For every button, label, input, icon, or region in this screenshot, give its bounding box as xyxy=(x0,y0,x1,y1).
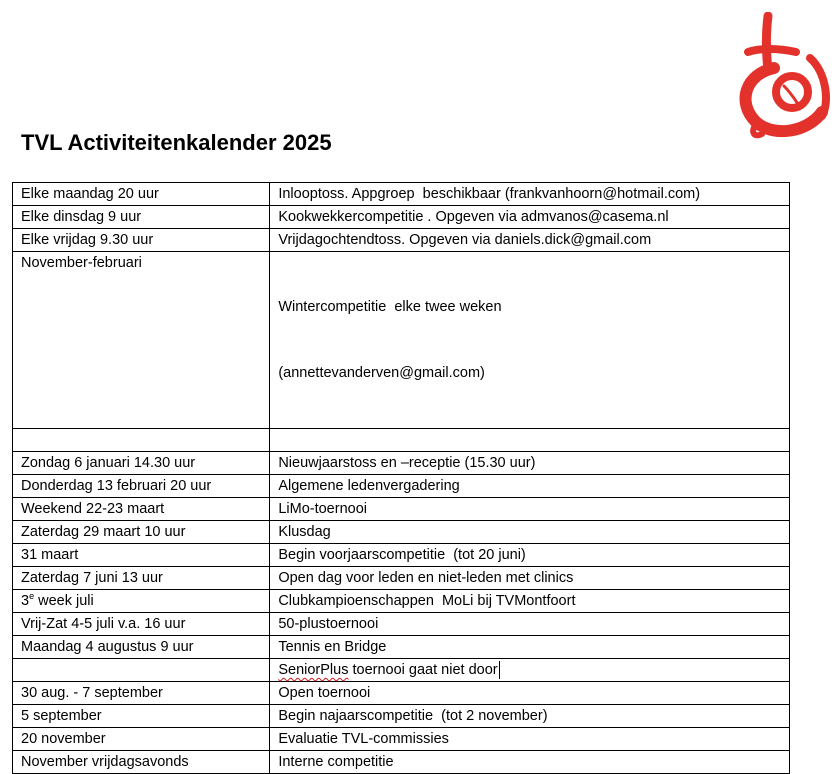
date-cell: Elke vrijdag 9.30 uur xyxy=(13,229,270,252)
table-row xyxy=(13,252,790,429)
date-cell: 5 september xyxy=(13,705,270,728)
date-cell xyxy=(13,590,270,613)
table-row xyxy=(13,751,790,774)
date-number: 3 xyxy=(21,593,30,609)
table-row xyxy=(13,475,790,498)
activity-cell: Begin najaarscompetitie (tot 2 november) xyxy=(270,705,790,728)
activity-line-1: Wintercompetitie elke twee weken xyxy=(278,299,502,315)
table-row xyxy=(13,521,790,544)
date-cell: Elke maandag 20 uur xyxy=(13,183,270,206)
activity-cell: Algemene ledenvergadering xyxy=(270,475,790,498)
activity-cell: Inlooptoss. Appgroep beschikbaar (frankvanhoorn@hotmail.com) xyxy=(270,183,790,206)
table-row xyxy=(13,682,790,705)
page-title: TVL Activiteitenkalender 2025 xyxy=(21,130,332,155)
activity-cell: Begin voorjaarscompetitie (tot 20 juni) xyxy=(270,544,790,567)
date-cell: Vrij-Zat 4-5 juli v.a. 16 uur xyxy=(13,613,270,636)
date-cell: November-februari xyxy=(13,252,270,429)
date-cell: Weekend 22-23 maart xyxy=(13,498,270,521)
activity-cell: Open toernooi xyxy=(270,682,790,705)
date-cell: Maandag 4 augustus 9 uur xyxy=(13,636,270,659)
activity-cell: 50-plustoernooi xyxy=(270,613,790,636)
table-row xyxy=(13,590,790,613)
activity-cell: Evaluatie TVL-commissies xyxy=(270,728,790,751)
activity-cell: Kookwekkercompetitie . Opgeven via admvanos@casema.nl xyxy=(270,206,790,229)
date-cell: Zondag 6 januari 14.30 uur xyxy=(13,452,270,475)
date-cell xyxy=(13,659,270,682)
activity-cell xyxy=(270,252,790,429)
activity-cell: Klusdag xyxy=(270,521,790,544)
table-row xyxy=(13,705,790,728)
table-row xyxy=(13,659,790,682)
table-row xyxy=(13,229,790,252)
club-logo-icon xyxy=(726,12,834,140)
date-cell: 20 november xyxy=(13,728,270,751)
table-row xyxy=(13,183,790,206)
activity-rest: toernooi gaat niet door xyxy=(348,662,498,678)
table-row xyxy=(13,567,790,590)
activity-cell: Clubkampioenschappen MoLi bij TVMontfoort xyxy=(270,590,790,613)
table-row xyxy=(13,544,790,567)
activity-cell: LiMo-toernooi xyxy=(270,498,790,521)
table-row xyxy=(13,613,790,636)
table-row xyxy=(13,206,790,229)
activity-cell xyxy=(270,429,790,452)
date-cell: 30 aug. - 7 september xyxy=(13,682,270,705)
activity-cell: Interne competitie xyxy=(270,751,790,774)
table-row xyxy=(13,728,790,751)
activity-cell: Nieuwjaarstoss en –receptie (15.30 uur) xyxy=(270,452,790,475)
table-row xyxy=(13,498,790,521)
activity-cell: Vrijdagochtendtoss. Opgeven via daniels.dick@gmail.com xyxy=(270,229,790,252)
spellcheck-word: SeniorPlus xyxy=(278,662,349,678)
activity-calendar-table xyxy=(12,182,790,774)
date-cell: Elke dinsdag 9 uur xyxy=(13,206,270,229)
table-row xyxy=(13,452,790,475)
date-cell: Zaterdag 29 maart 10 uur xyxy=(13,521,270,544)
table-row xyxy=(13,636,790,659)
activity-cell-editing[interactable] xyxy=(270,659,790,682)
date-cell xyxy=(13,429,270,452)
date-cell: 31 maart xyxy=(13,544,270,567)
activity-line-2: (annettevanderven@gmail.com) xyxy=(278,365,485,381)
date-cell: November vrijdagsavonds xyxy=(13,751,270,774)
table-row-empty xyxy=(13,429,790,452)
date-cell: Donderdag 13 februari 20 uur xyxy=(13,475,270,498)
activity-cell: Open dag voor leden en niet-leden met clinics xyxy=(270,567,790,590)
date-ordinal-suffix: e xyxy=(29,591,35,602)
date-rest: week juli xyxy=(34,593,94,609)
date-cell: Zaterdag 7 juni 13 uur xyxy=(13,567,270,590)
activity-cell: Tennis en Bridge xyxy=(270,636,790,659)
